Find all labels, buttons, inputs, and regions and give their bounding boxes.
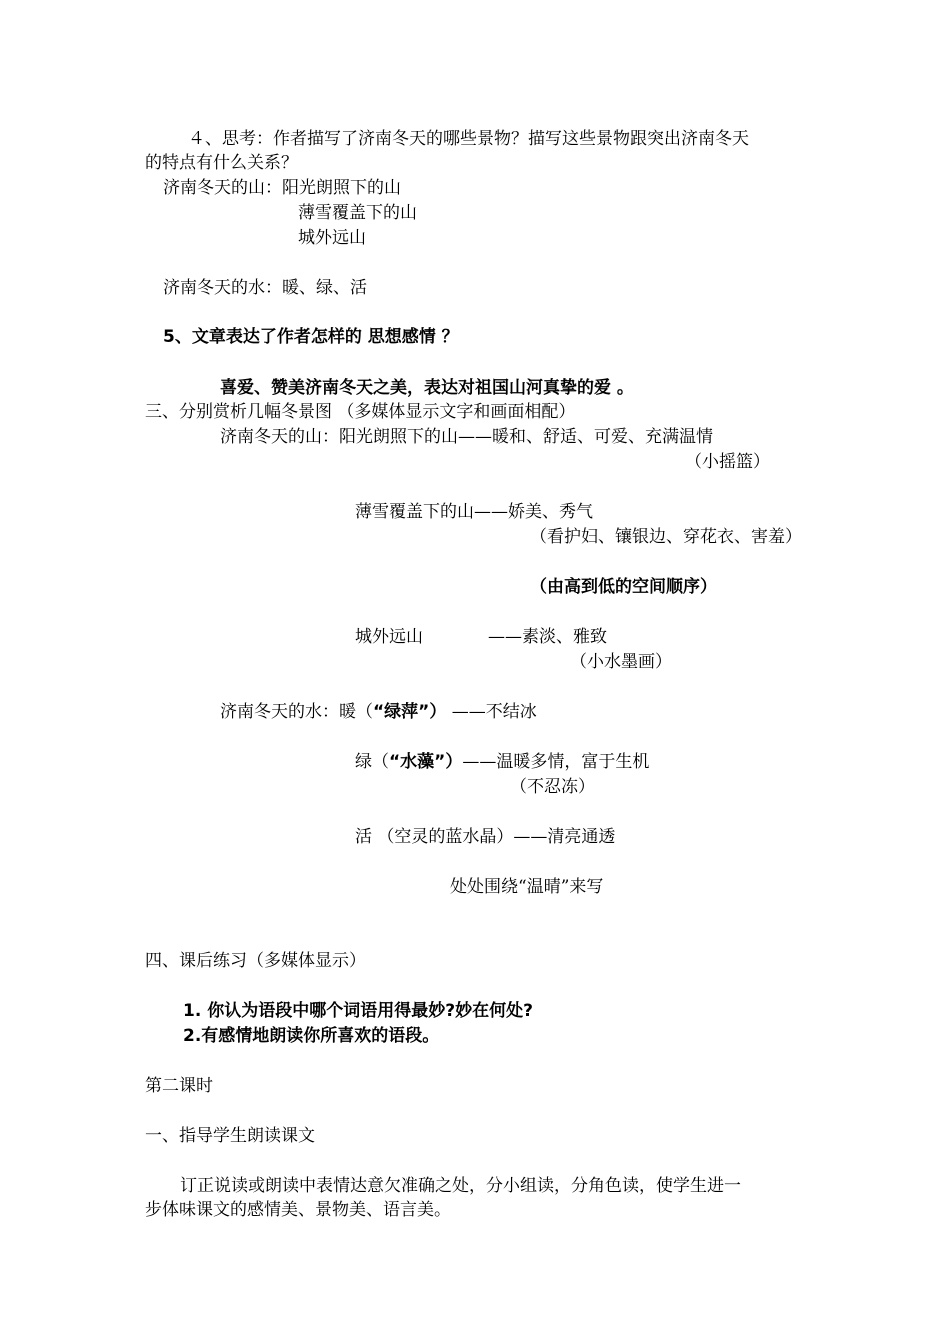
q4-line2: 的特点有什么关系？ [145,153,298,173]
section3-far-note: （小水墨画） [570,652,672,672]
section3-snow-note: （看护妇、镶银边、穿花衣、害羞） [530,527,802,547]
section3-summary: 处处围绕“温晴”来写 [450,877,604,897]
section3-alive-line: 活 （空灵的蓝水晶）——清亮通透 [355,827,616,847]
section3-green-note: （不忍冻） [510,777,595,797]
water-prefix: 济南冬天的水：暖（ [220,702,373,722]
q5-answer: 喜爱、赞美济南冬天之美，表达对祖国山河真挚的爱 。 [220,378,634,398]
q4-mountain-item2: 薄雪覆盖下的山 [298,203,417,223]
green-suffix: ——温暖多情，富于生机 [462,752,650,772]
section3-heading: 三、分别赏析几幅冬景图 （多媒体显示文字和画面相配） [145,402,576,422]
section3-green-line [355,751,649,773]
q4-mountain-label: 济南冬天的山：阳光朗照下的山 [163,178,401,198]
green-bold: “水藻”） [389,752,463,772]
water-suffix: ——不结冰 [446,702,537,722]
section3-far-label: 城外远山 [355,627,423,647]
water-bold: “绿萍”） [373,702,447,722]
section3-mountain-note: （小摇篮） [685,452,770,472]
q4-mountain-item3: 城外远山 [298,228,366,248]
section3-snow-line: 薄雪覆盖下的山——娇美、秀气 [355,502,593,522]
section4-ex1: 1. 你认为语段中哪个词语用得最妙?妙在何处? [183,1001,533,1021]
section4-ex2: 2.有感情地朗读你所喜欢的语段。 [183,1026,440,1046]
q4-line1: ４、思考：作者描写了济南冬天的哪些景物？描写这些景物跟突出济南冬天 [188,129,749,149]
lesson2-para-line1: 订正说读或朗读中表情达意欠准确之处，分小组读，分角色读，使学生进一 [180,1176,741,1196]
section3-order-note: （由高到低的空间顺序） [530,577,717,597]
section3-mountain-line: 济南冬天的山：阳光朗照下的山——暖和、舒适、可爱、充满温情 [220,427,713,447]
section3-far-desc: ——素淡、雅致 [488,627,607,647]
green-prefix: 绿（ [355,752,389,772]
lesson2-para-line2: 步体味课文的感情美、景物美、语言美。 [145,1200,451,1220]
lesson2-title: 第二课时 [145,1076,213,1096]
q5-question: 5、文章表达了作者怎样的 思想感情 ？ [163,327,459,347]
section3-water-line [220,701,537,723]
section4-heading: 四、课后练习（多媒体显示） [145,951,366,971]
lesson2-heading: 一、指导学生朗读课文 [145,1126,315,1146]
q4-water-line: 济南冬天的水：暖、绿、活 [163,278,367,298]
